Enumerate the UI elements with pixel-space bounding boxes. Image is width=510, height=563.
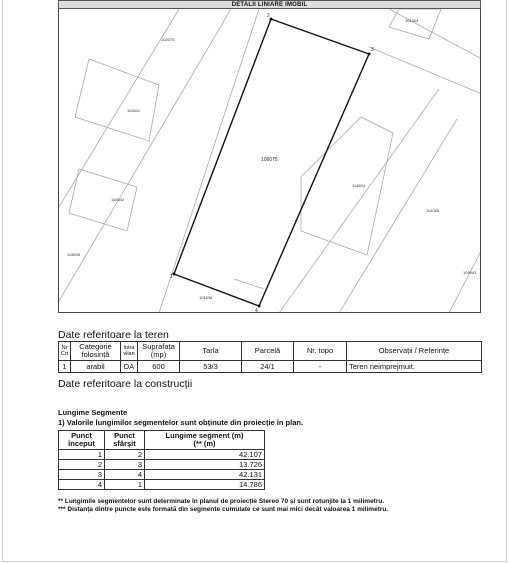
building-outline bbox=[389, 9, 441, 39]
building-outline bbox=[301, 117, 393, 255]
table-cell: 2 bbox=[59, 460, 105, 470]
table-header-row bbox=[59, 431, 265, 450]
table-row bbox=[59, 480, 265, 490]
land-table bbox=[58, 341, 482, 373]
parcel-id-label: 102075 bbox=[161, 37, 175, 42]
table-cell: 4 bbox=[59, 480, 105, 490]
vertex-point bbox=[270, 18, 273, 21]
table-cell: Teren neimprejmuit. bbox=[347, 361, 482, 373]
vertex-label: 2 bbox=[267, 13, 270, 19]
map-header: DETALII LINIARE IMOBIL bbox=[58, 0, 481, 9]
parcel-id-label: 114065 bbox=[426, 208, 440, 213]
column-header: Punct sfârșit bbox=[105, 431, 145, 450]
column-header: Punct început bbox=[59, 431, 105, 450]
building-outline bbox=[69, 169, 137, 231]
boundary-line bbox=[369, 47, 481, 94]
footnote-rounding: ** Lungimile segmentelor sunt determinate în planul de proiecție Stereo 70 și sunt rotunjite la 1 milimetru. bbox=[58, 498, 385, 505]
table-cell: 42.107 bbox=[145, 450, 265, 460]
table-cell: 1 bbox=[59, 450, 105, 460]
column-header: Suprafața (mp) bbox=[138, 342, 180, 361]
table-cell: 24/1 bbox=[242, 361, 294, 373]
segments-table bbox=[58, 430, 265, 490]
vertex-label: 3 bbox=[371, 47, 374, 53]
construction-section-title: Date referitoare la construcții bbox=[58, 378, 193, 390]
table-cell: 53/3 bbox=[180, 361, 242, 373]
cadastral-map bbox=[58, 9, 481, 313]
column-header: Nr. topo bbox=[294, 342, 347, 361]
parcel-id-label: 110842 bbox=[111, 197, 125, 202]
map-svg bbox=[59, 9, 481, 313]
table-cell: 1 bbox=[105, 480, 145, 490]
parcel-id-label: 101638 bbox=[199, 295, 213, 300]
table-cell: arabil bbox=[71, 361, 121, 373]
segments-note: 1) Valorile lungimilor segmentelor sunt obținute din proiecție în plan. bbox=[58, 418, 304, 427]
table-cell: 3 bbox=[105, 460, 145, 470]
table-row bbox=[59, 361, 482, 373]
column-header bbox=[145, 431, 265, 450]
table-cell: 600 bbox=[138, 361, 180, 373]
table-cell: - bbox=[294, 361, 347, 373]
boundary-line bbox=[234, 279, 264, 289]
table-cell: 1 bbox=[59, 361, 71, 373]
boundary-line bbox=[389, 9, 481, 59]
table-header-row bbox=[59, 342, 482, 361]
column-header: Parcelă bbox=[242, 342, 294, 361]
column-header: Tarla bbox=[180, 342, 242, 361]
parcel-id-main: 106075 bbox=[261, 157, 278, 163]
building-outline bbox=[75, 59, 159, 141]
parcel-id-label: 109943 bbox=[463, 270, 477, 275]
segments-title: Lungime Segmente bbox=[58, 408, 128, 417]
table-cell: 2 bbox=[105, 450, 145, 460]
vertex-point bbox=[258, 305, 261, 308]
table-cell: 13.726 bbox=[145, 460, 265, 470]
table-row bbox=[59, 450, 265, 460]
vertex-label: 1 bbox=[170, 274, 173, 280]
column-header: Observații / Referințe bbox=[347, 342, 482, 361]
table-cell: DA bbox=[121, 361, 138, 373]
table-cell: 42.131 bbox=[145, 470, 265, 480]
parcel-id-label: 114604 bbox=[352, 183, 366, 188]
table-cell: 14.786 bbox=[145, 480, 265, 490]
boundary-line bbox=[159, 9, 259, 313]
table-row bbox=[59, 470, 265, 480]
boundary-line bbox=[339, 119, 457, 313]
column-header: Nr Crt bbox=[59, 342, 71, 361]
column-header: Categorie folosință bbox=[71, 342, 121, 361]
boundary-line bbox=[59, 9, 231, 301]
table-cell: 3 bbox=[59, 470, 105, 480]
column-header: Intra vilan bbox=[121, 342, 138, 361]
parcel-id-label: 110841 bbox=[127, 108, 141, 113]
column-header-label: Lungime segment (m) bbox=[165, 431, 244, 440]
land-section-title: Date referitoare la teren bbox=[58, 329, 169, 341]
parcel-id-label: 101304 bbox=[405, 18, 419, 23]
vertex-point bbox=[173, 273, 176, 276]
column-header-symbol: (** (m) bbox=[193, 439, 216, 448]
vertex-label: 4 bbox=[255, 308, 258, 313]
parcel-id-label: 115695 bbox=[67, 252, 81, 257]
boundary-line bbox=[449, 249, 481, 313]
footnote-cumulative: *** Distanța dintre puncte este formată din segmente cumulate ce sunt mai mici decât valoarea 1 milimetru. bbox=[58, 506, 389, 513]
table-row bbox=[59, 460, 265, 470]
table-cell: 4 bbox=[105, 470, 145, 480]
